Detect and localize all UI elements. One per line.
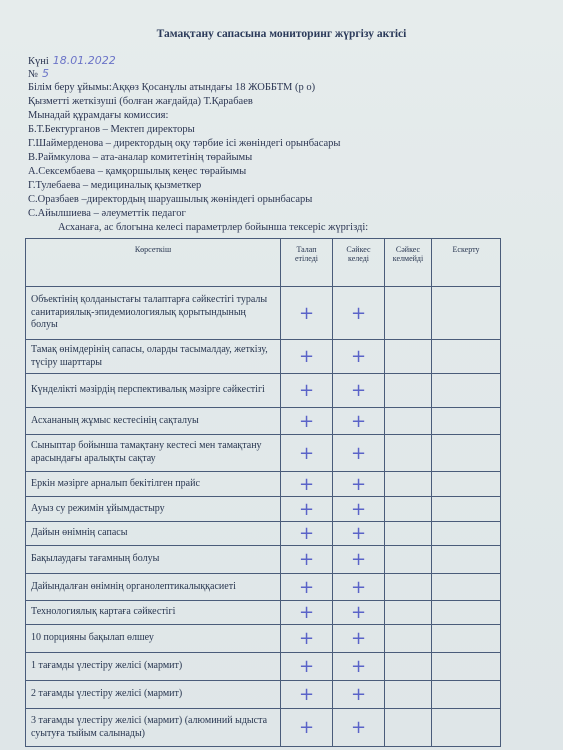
- note-cell: [432, 408, 501, 435]
- column-header-noncompliant: Сәйкес келмейді: [385, 239, 432, 287]
- criterion-text: Еркін мәзірге арналып бекітілген прайс: [26, 472, 281, 497]
- document-title: Тамақтану сапасына мониторинг жүргізу актісі: [156, 28, 407, 40]
- table-row: [26, 435, 501, 472]
- table-row: [26, 681, 501, 709]
- date-handwritten: 18.01.2022: [52, 54, 116, 67]
- number-label: №: [28, 69, 39, 80]
- number-line: [28, 67, 49, 80]
- column-header-compliant: Сәйкес келеді: [333, 239, 385, 287]
- compliant-mark: +: [333, 472, 385, 497]
- criterion-text: Ауыз су режимін ұйымдастыру: [26, 497, 281, 522]
- table-row: [26, 625, 501, 653]
- table-row: [26, 709, 501, 747]
- noncompliant-mark: [385, 574, 432, 601]
- noncompliant-mark: [385, 653, 432, 681]
- note-cell: [432, 709, 501, 747]
- note-cell: [432, 435, 501, 472]
- noncompliant-mark: [385, 435, 432, 472]
- commission-member: С.Айылшиева – әлеуметтік педагог: [28, 208, 186, 219]
- noncompliant-mark: [385, 522, 432, 546]
- compliant-mark: +: [333, 574, 385, 601]
- noncompliant-mark: [385, 709, 432, 747]
- table-row: [26, 574, 501, 601]
- note-cell: [432, 472, 501, 497]
- table-row: [26, 408, 501, 435]
- commission-member: Б.Т.Бектурганов – Мектеп директоры: [28, 124, 195, 135]
- noncompliant-mark: [385, 546, 432, 574]
- date-label: Күні: [28, 56, 49, 67]
- noncompliant-mark: [385, 625, 432, 653]
- compliant-mark: +: [333, 408, 385, 435]
- compliant-mark: +: [333, 287, 385, 340]
- note-cell: [432, 287, 501, 340]
- compliant-mark: +: [333, 625, 385, 653]
- requirement-mark: +: [281, 653, 333, 681]
- criterion-text: 3 тағамды үлестіру желісі (мармит) (алюминий ыдыста суытуға тыйым салынады): [26, 709, 281, 747]
- criterion-text: Тамақ өнімдерінің сапасы, оларды тасымалдау, жеткізу, түсіру шарттары: [26, 340, 281, 374]
- note-cell: [432, 374, 501, 408]
- table-row: [26, 287, 501, 340]
- note-cell: [432, 681, 501, 709]
- note-cell: [432, 497, 501, 522]
- table-row: [26, 497, 501, 522]
- organization-line: Білім беру ұйымы:Аққөз Қосанұлы атындағы 18 ЖОББТМ (р о): [28, 82, 316, 93]
- noncompliant-mark: [385, 681, 432, 709]
- criterion-text: 1 тағамды үлестіру желісі (мармит): [26, 653, 281, 681]
- compliant-mark: +: [333, 340, 385, 374]
- requirement-mark: +: [281, 601, 333, 625]
- commission-member: В.Раймкулова – ата-аналар комитетінің төрайымы: [28, 152, 253, 163]
- note-cell: [432, 574, 501, 601]
- requirement-mark: +: [281, 522, 333, 546]
- requirement-mark: +: [281, 287, 333, 340]
- number-handwritten: 5: [42, 67, 50, 80]
- criterion-text: Күнделікті мәзірдің перспективалық мәзірге сәйкестігі: [26, 374, 281, 408]
- requirement-mark: +: [281, 374, 333, 408]
- service-provider-line: Қызметті жеткізуші (болған жағдайда) Т.Қарабаев: [28, 96, 253, 107]
- compliant-mark: +: [333, 546, 385, 574]
- requirement-mark: +: [281, 472, 333, 497]
- column-header-requirement: Талап етіледі: [281, 239, 333, 287]
- criterion-text: Дайындалған өнімнің органолептикалыққасиеті: [26, 574, 281, 601]
- column-header-indicator: Көрсеткіш: [26, 239, 281, 287]
- compliant-mark: +: [333, 435, 385, 472]
- requirement-mark: +: [281, 625, 333, 653]
- note-cell: [432, 625, 501, 653]
- criterion-text: Асхананың жұмыс кестесінің сақталуы: [26, 408, 281, 435]
- compliant-mark: +: [333, 497, 385, 522]
- criterion-text: Бақылаудағы тағамның болуы: [26, 546, 281, 574]
- commission-member: А.Сексембаева – қамқоршылық кеңес төрайымы: [28, 166, 247, 177]
- requirement-mark: +: [281, 340, 333, 374]
- note-cell: [432, 522, 501, 546]
- column-header-note: Ескерту: [432, 239, 501, 287]
- requirement-mark: +: [281, 497, 333, 522]
- compliant-mark: +: [333, 681, 385, 709]
- table-row: [26, 340, 501, 374]
- noncompliant-mark: [385, 374, 432, 408]
- compliant-mark: +: [333, 522, 385, 546]
- compliant-mark: +: [333, 709, 385, 747]
- compliant-mark: +: [333, 374, 385, 408]
- note-cell: [432, 340, 501, 374]
- note-cell: [432, 546, 501, 574]
- criterion-text: Технологиялық картаға сәйкестігі: [26, 601, 281, 625]
- criterion-text: Дайын өнімнің сапасы: [26, 522, 281, 546]
- requirement-mark: +: [281, 681, 333, 709]
- criterion-text: 10 порцияны бақылап өлшеу: [26, 625, 281, 653]
- criterion-text: Объектінің қолданыстағы талаптарға сәйкестігі туралы санитариялық-эпидемиологиялық қорытындының болуы: [26, 287, 281, 340]
- noncompliant-mark: [385, 472, 432, 497]
- note-cell: [432, 601, 501, 625]
- intro-sentence: Асханаға, ас блогына келесі параметрлер бойынша тексеріс жүргізді:: [58, 222, 369, 233]
- noncompliant-mark: [385, 287, 432, 340]
- table-row: [26, 522, 501, 546]
- noncompliant-mark: [385, 497, 432, 522]
- requirement-mark: +: [281, 435, 333, 472]
- table-row: [26, 472, 501, 497]
- date-line: [28, 54, 116, 67]
- table-row: [26, 374, 501, 408]
- requirement-mark: +: [281, 408, 333, 435]
- compliant-mark: +: [333, 653, 385, 681]
- requirement-mark: +: [281, 709, 333, 747]
- requirement-mark: +: [281, 546, 333, 574]
- commission-member: Г.Тулебаева – медициналық қызметкер: [28, 180, 202, 191]
- table-row: [26, 653, 501, 681]
- criterion-text: 2 тағамды үлестіру желісі (мармит): [26, 681, 281, 709]
- noncompliant-mark: [385, 408, 432, 435]
- note-cell: [432, 653, 501, 681]
- noncompliant-mark: [385, 601, 432, 625]
- table-row: [26, 601, 501, 625]
- criterion-text: Сыныптар бойынша тамақтану кестесі мен тамақтану арасындағы аралықты сақтау: [26, 435, 281, 472]
- inspection-table: [25, 238, 501, 747]
- noncompliant-mark: [385, 340, 432, 374]
- commission-member: С.Оразбаев –директордың шаруашылық жөніндегі орынбасары: [28, 194, 313, 205]
- commission-heading: Мынадай құрамдағы комиссия:: [28, 110, 169, 121]
- compliant-mark: +: [333, 601, 385, 625]
- requirement-mark: +: [281, 574, 333, 601]
- commission-member: Г.Шаймерденова – директордың оқу тәрбие ісі жөніндегі орынбасары: [28, 138, 341, 149]
- table-row: [26, 546, 501, 574]
